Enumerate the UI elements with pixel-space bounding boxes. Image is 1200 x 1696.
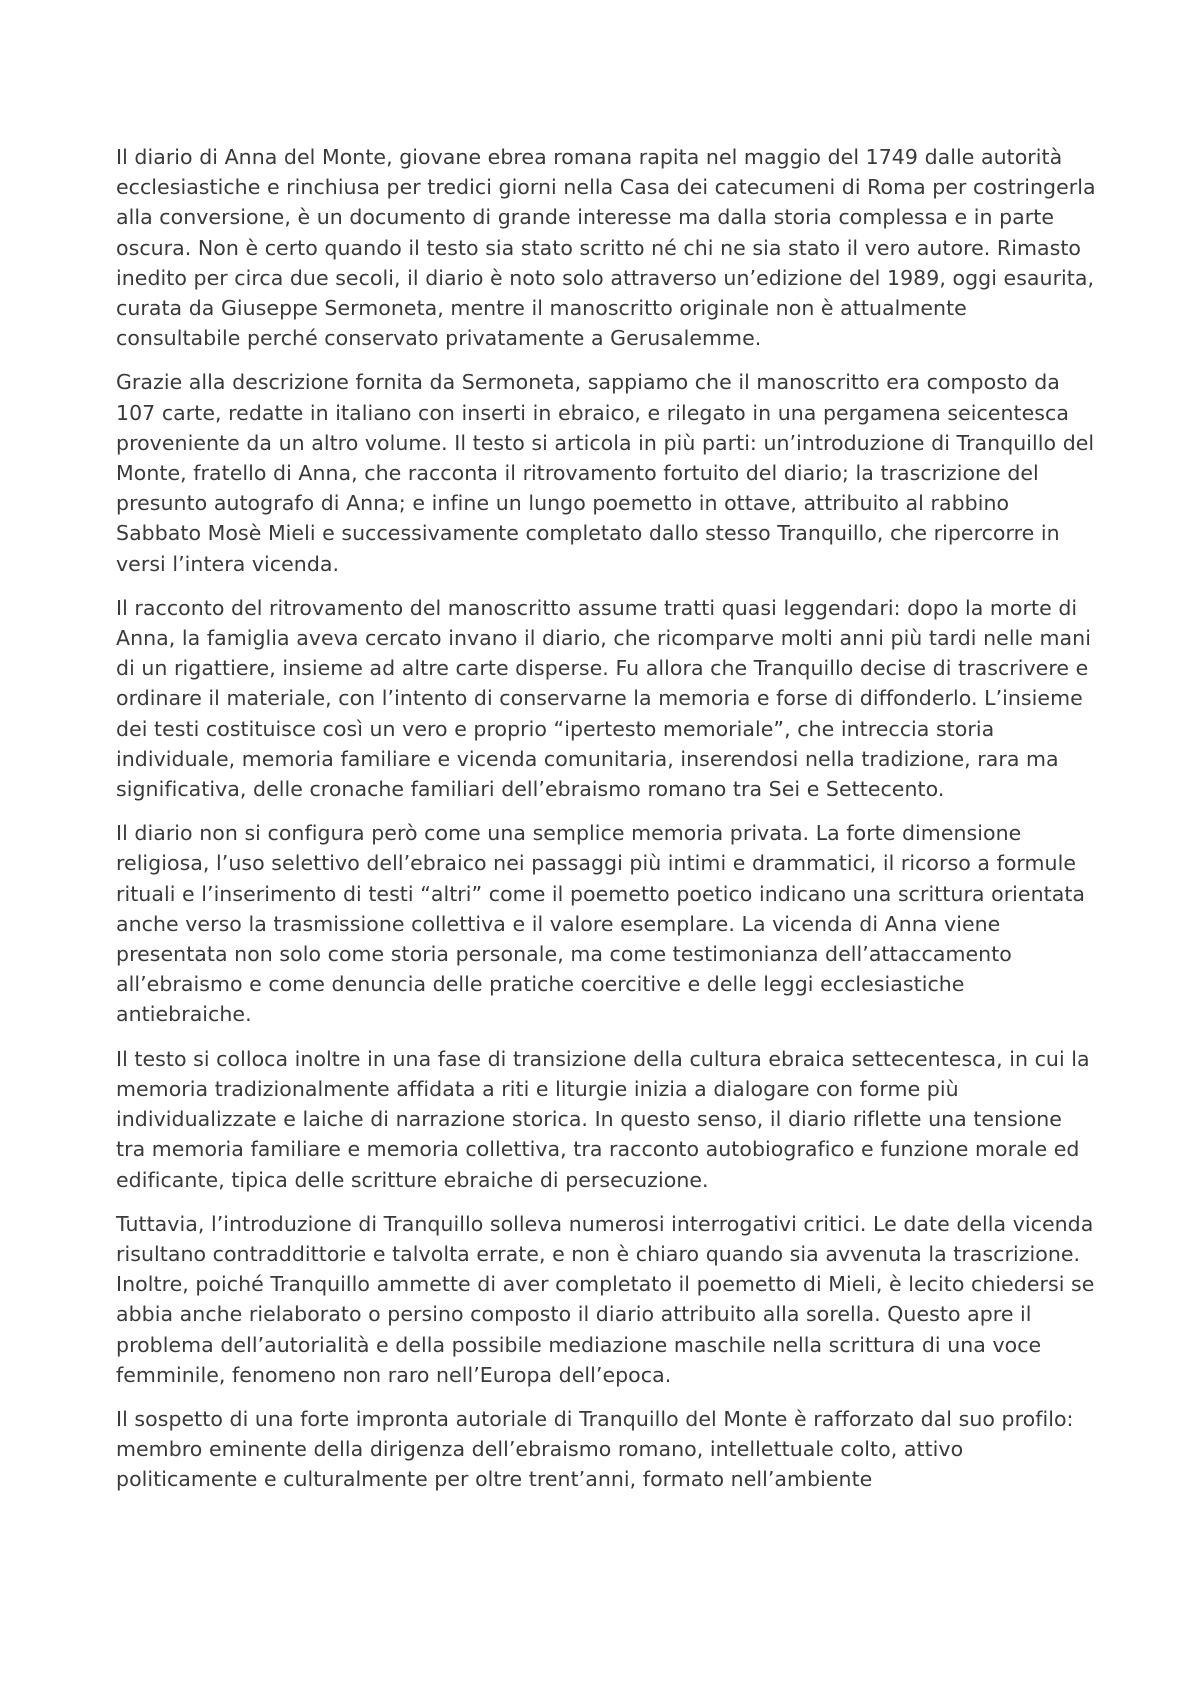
paragraph-2: Grazie alla descrizione fornita da Sermoneta, sappiamo che il manoscritto era composto da 107 carte, redatte in italiano con inserti in ebraico, e rilegato in una pergamena seicentesca proveniente da un altro volume. Il testo si articola in più parti: un’introduzione di Tranquillo del Monte, fratello di Anna, che racconta il ritrovamento fortuito del diario; la trascrizione del presunto autografo di Anna; e infine un lungo poemetto in ottave, attribuito al rabbino Sabbato Mosè Mieli e successivamente completato dallo stesso Tranquillo, che ripercorre in versi l’intera vicenda. [116, 370, 1095, 576]
paragraph-7: Il sospetto di una forte impronta autoriale di Tranquillo del Monte è rafforzato dal suo profilo: membro eminente della dirigenza dell’ebraismo romano, intellettuale colto, attivo politicamente e culturalmente per oltre trent’anni, formato nell’ambiente [116, 1406, 1074, 1492]
paragraph-4: Il diario non si configura però come una semplice memoria privata. La forte dimensione religiosa, l’uso selettivo dell’ebraico nei passaggi più intimi e drammatici, il ricorso a formule rituali e l’inserimento di testi “altri” come il poemetto poetico indicano una scrittura orientata anche verso la trasmissione collettiva e il valore esemplare. La vicenda di Anna viene presentata non solo come storia personale, ma come testimonianza dell’attaccamento all’ebraismo e come denuncia delle pratiche coercitive e delle leggi ecclesiastiche antiebraiche. [116, 821, 1086, 1027]
paragraph-5: Il testo si colloca inoltre in una fase di transizione della cultura ebraica settecentesca, in cui la memoria tradizionalmente affidata a riti e liturgie inizia a dialogare con forme più individualizzate e laiche di narrazione storica. In questo senso, il diario riflette una tensione tra memoria familiare e memoria collettiva, tra racconto autobiografico e funzione morale ed edificante, tipica delle scritture ebraiche di persecuzione. [116, 1046, 1090, 1192]
paragraph-3: Il racconto del ritrovamento del manoscritto assume tratti quasi leggendari: dopo la morte di Anna, la famiglia aveva cercato invano il diario, che ricomparve molti anni più tardi nelle mani di un rigattiere, insieme ad altre carte disperse. Fu allora che Tranquillo decise di trascrivere e ordinare il materiale, con l’intento di conservarne la memoria e forse di diffonderlo. L’insieme dei testi costituisce così un vero e proprio “ipertesto memoriale”, che intreccia storia individuale, memoria familiare e vicenda comunitaria, inserendosi nella tradizione, rara ma significativa, delle cronache familiari dell’ebraismo romano tra Sei e Settecento. [116, 595, 1091, 802]
document-body [116, 142, 1096, 1509]
paragraph-6: Tuttavia, l’introduzione di Tranquillo solleva numerosi interrogativi critici. Le date della vicenda risultano contraddittorie e talvolta errate, e non è chiaro quando sia avvenuta la trascrizione. Inoltre, poiché Tranquillo ammette di aver completato il poemetto di Mieli, è lecito chiedersi se abbia anche rielaborato o persino composto il diario attribuito alla sorella. Questo apre il problema dell’autorialità e della possibile mediazione maschile nella scrittura di una voce femminile, fenomeno non raro nell’Europa dell’epoca. [116, 1211, 1095, 1387]
paragraph-1: Il diario di Anna del Monte, giovane ebrea romana rapita nel maggio del 1749 dalle autorità ecclesiastiche e rinchiusa per tredici giorni nella Casa dei catecumeni di Roma per costringerla alla conversione, è un documento di grande interesse ma dalla storia complessa e in parte oscura. Non è certo quando il testo sia stato scritto né chi ne sia stato il vero autore. Rimasto inedito per circa due secoli, il diario è noto solo attraverso un’edizione del 1989, oggi esaurita, curata da Giuseppe Sermoneta, mentre il manoscritto originale non è attualmente consultabile perché conservato privatamente a Gerusalemme. [116, 145, 1096, 351]
